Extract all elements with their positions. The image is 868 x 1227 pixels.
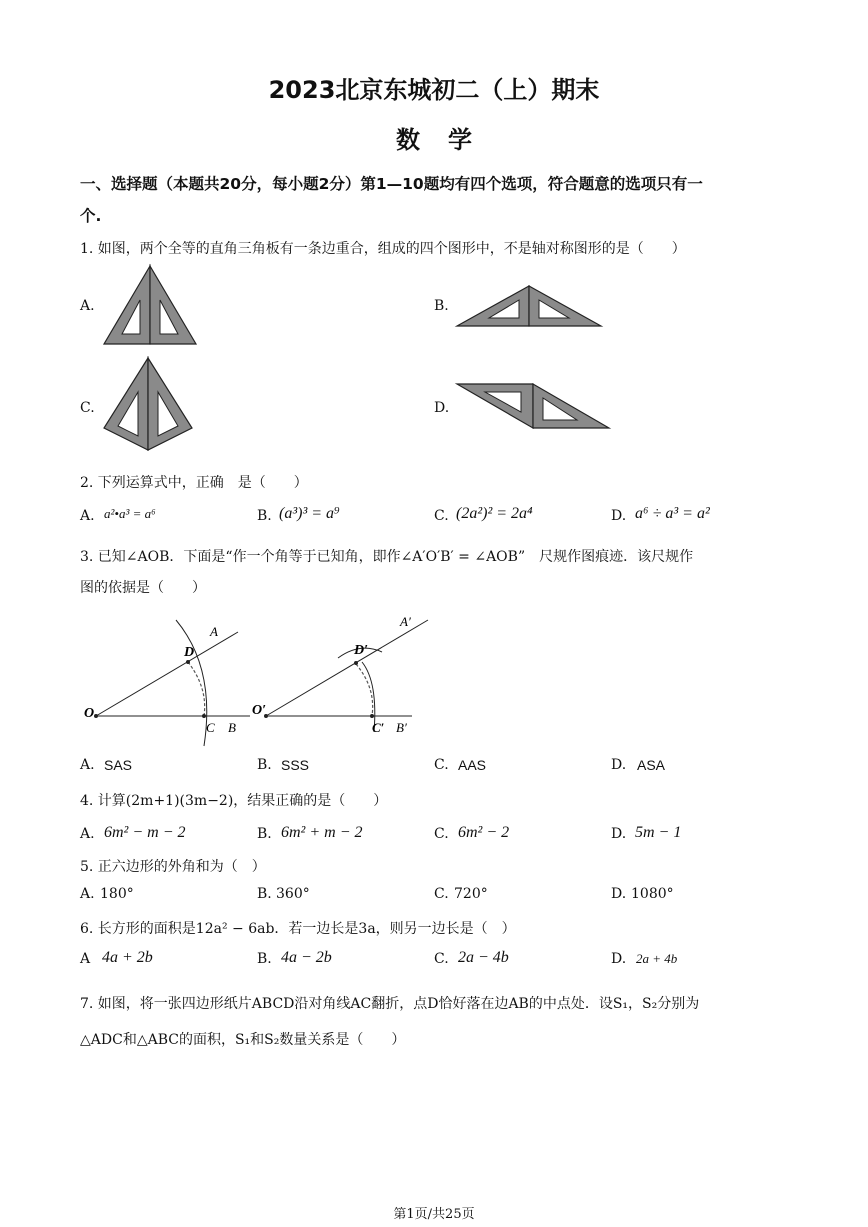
q5-option-a-text: 180° — [100, 886, 134, 902]
q1-figure-c — [100, 356, 196, 452]
q5-option-a-label: A. — [80, 886, 95, 902]
q6-option-d-expr: 2a + 4b — [636, 951, 678, 966]
question-7-line2: △ADC和△ABC的面积，S₁和S₂数量关系是（ ） — [80, 1032, 406, 1048]
q1-option-d-label: D. — [434, 400, 450, 416]
q3-option-d-label: D. — [611, 757, 627, 773]
page-title: 2023北京东城初二（上）期末 — [268, 76, 600, 104]
q3-left-label-c: C — [206, 720, 215, 735]
question-5-text: 5. 正六边形的外角和为（ ） — [80, 859, 266, 875]
question-4-text: 4. 计算(2m+1)(3m−2)，结果正确的是（ ） — [80, 793, 388, 809]
q2-option-b-expr: (a³)³ = a⁹ — [279, 505, 340, 522]
q1-figure-a — [100, 262, 200, 346]
q4-option-a-label: A. — [80, 826, 95, 842]
q3-left-label-a: A — [210, 624, 218, 639]
q4-option-c-expr: 6m² − 2 — [458, 824, 510, 841]
q6-option-c-expr: 2a − 4b — [458, 949, 509, 966]
q5-option-d-text: 1080° — [631, 886, 674, 902]
q3-option-b-label: B. — [257, 757, 272, 773]
q3-right-label-a: A′ — [400, 614, 411, 629]
q4-option-b-label: B. — [257, 826, 272, 842]
question-3-line2: 图的依据是（ ） — [80, 580, 206, 596]
q3-option-a-label: A. — [80, 757, 95, 773]
q3-option-c-text: AAS — [458, 757, 487, 773]
q3-figure-left — [80, 618, 260, 748]
question-3-line1: 3. 已知∠AOB．下面是“作一个角等于已知角，即作∠A′O′B′ = ∠AOB” 尺规作图痕迹．该尺规作 — [80, 549, 694, 565]
q6-option-c-label: C. — [434, 951, 449, 967]
q2-option-a-expr: a²•a³ = a⁶ — [104, 506, 156, 521]
q6-option-b-label: B. — [257, 951, 272, 967]
q3-right-label-d: D′ — [354, 643, 369, 658]
q4-option-d-label: D. — [611, 826, 627, 842]
q3-figure-right — [250, 612, 435, 742]
q4-option-a-expr: 6m² − m − 2 — [104, 824, 186, 841]
q3-right-label-c: C′ — [372, 720, 385, 735]
q4-option-b-expr: 6m² + m − 2 — [281, 824, 363, 841]
page-footer: 第1页/共25页 — [393, 1207, 475, 1222]
q2-option-c-label: C. — [434, 508, 449, 524]
q5-option-b-label: B. — [257, 886, 272, 902]
question-2-text: 2. 下列运算式中，正确 是（ ） — [80, 475, 308, 491]
q2-option-d-expr: a⁶ ÷ a³ = a² — [635, 505, 710, 522]
q3-left-label-o: O — [84, 706, 95, 721]
q3-option-b-text: SSS — [281, 757, 310, 773]
q5-option-c-label: C. — [434, 886, 449, 902]
section-heading-line2: 个. — [80, 207, 102, 225]
q1-figure-b — [455, 282, 605, 328]
q1-option-c-label: C. — [80, 400, 95, 416]
q3-left-label-d: D — [184, 645, 195, 660]
q6-option-a-label: A — [80, 951, 91, 967]
q1-option-a-label: A. — [80, 298, 95, 314]
q5-option-c-text: 720° — [454, 886, 488, 902]
q3-option-a-text: SAS — [104, 757, 133, 773]
q6-option-a-expr: 4a + 2b — [102, 949, 153, 966]
q3-left-label-b: B — [228, 720, 236, 735]
q5-option-d-label: D. — [611, 886, 627, 902]
question-6-text: 6. 长方形的面积是12a² − 6ab．若一边长是3a，则另一边长是（ ） — [80, 921, 516, 937]
q3-right-label-o: O′ — [252, 703, 267, 718]
q2-option-b-label: B. — [257, 508, 272, 524]
q1-figure-d — [455, 382, 611, 430]
q4-option-d-expr: 5m − 1 — [635, 824, 682, 841]
q2-option-a-label: A. — [80, 508, 95, 524]
q3-right-label-b: B′ — [396, 720, 407, 735]
q4-option-c-label: C. — [434, 826, 449, 842]
question-7-line1: 7. 如图，将一张四边形纸片ABCD沿对角线AC翻折，点D恰好落在边AB的中点处．设S₁，S₂分别为 — [80, 996, 700, 1012]
q2-option-d-label: D. — [611, 508, 627, 524]
q6-option-d-label: D. — [611, 951, 627, 967]
q3-option-c-label: C. — [434, 757, 449, 773]
q1-option-b-label: B. — [434, 298, 449, 314]
q6-option-b-expr: 4a − 2b — [281, 949, 332, 966]
q2-option-c-expr: (2a²)² = 2a⁴ — [456, 505, 533, 522]
subject-title: 数学 — [396, 126, 500, 154]
section-heading-line1: 一、选择题（本题共20分，每小题2分）第1—10题均有四个选项，符合题意的选项只有一 — [80, 175, 703, 193]
q5-option-b-text: 360° — [276, 886, 310, 902]
q3-option-d-text: ASA — [637, 757, 666, 773]
question-1-text: 1. 如图，两个全等的直角三角板有一条边重合，组成的四个图形中，不是轴对称图形的是（ ） — [80, 241, 686, 257]
